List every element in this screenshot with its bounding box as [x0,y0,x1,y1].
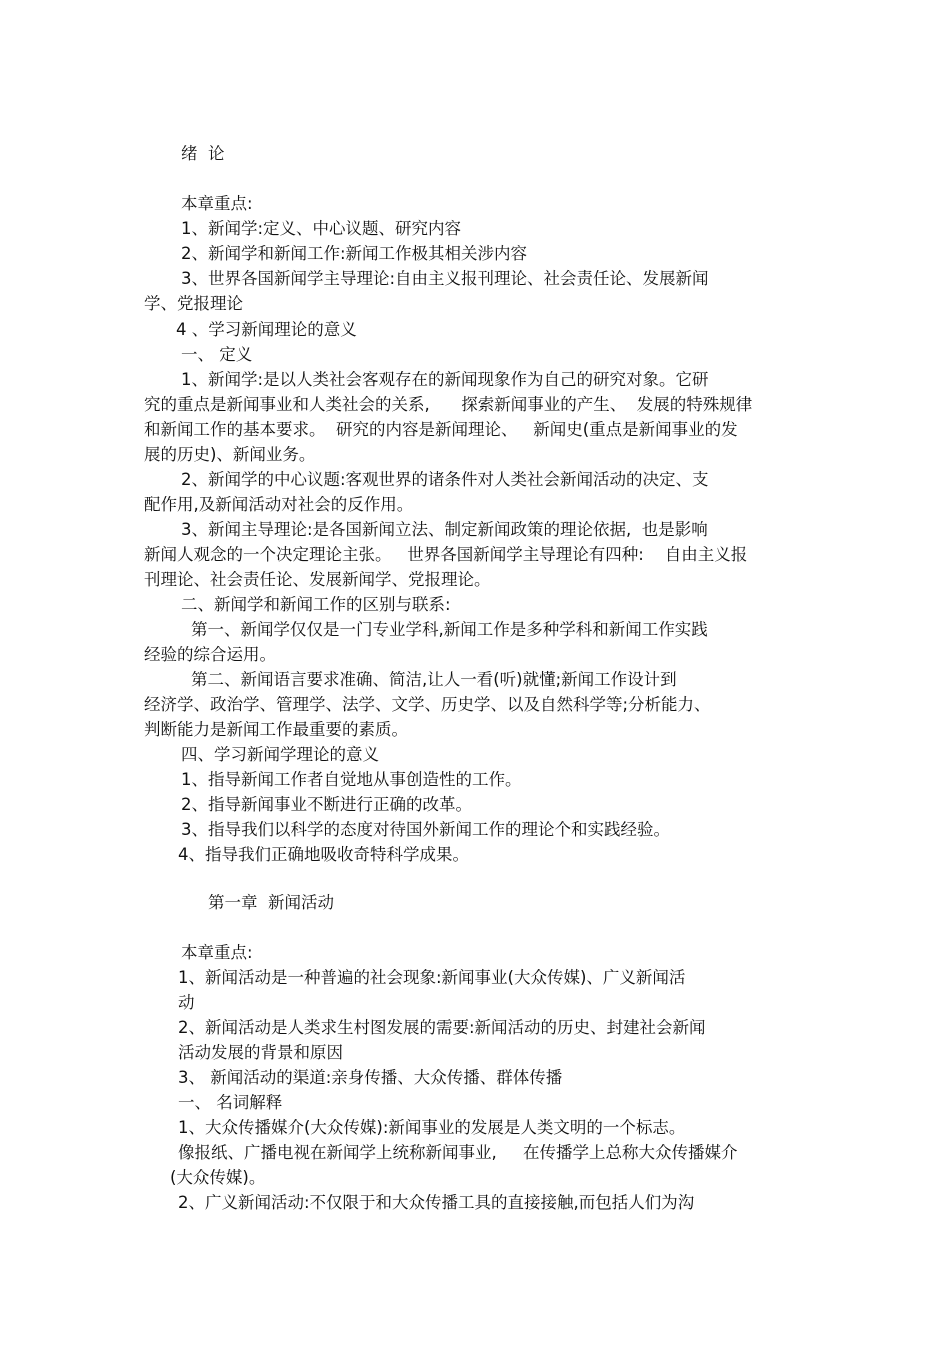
list-item: 4、指导我们正确地吸收奇特科学成果。 [178,845,469,864]
section-heading: 一、 定义 [181,345,253,364]
paragraph-line: 1、大众传播媒介(大众传媒):新闻事业的发展是人类文明的一个标志。 [178,1118,686,1137]
paragraph-line: 配作用,及新闻活动对社会的反作用。 [144,495,414,514]
paragraph-line: 经济学、政治学、管理学、法学、文学、历史学、以及自然科学等;分析能力、 [144,695,711,714]
paragraph-line: 2、新闻学的中心议题:客观世界的诸条件对人类社会新闻活动的决定、支 [181,470,709,489]
paragraph-line: 新闻人观念的一个决定理论主张。 世界各国新闻学主导理论有四种: 自由主义报 [144,545,748,564]
paragraph-line: 刊理论、社会责任论、发展新闻学、党报理论。 [144,570,491,589]
chapter-key-point: 3、 新闻活动的渠道:亲身传播、大众传播、群体传播 [178,1068,563,1087]
chapter-key-point: 动 [178,993,195,1012]
paragraph-line: 判断能力是新闻工作最重要的素质。 [144,720,408,739]
list-item: 2、指导新闻事业不断进行正确的改革。 [181,795,472,814]
chapter-key-points-label: 本章重点: [181,943,253,962]
paragraph-line: 2、广义新闻活动:不仅限于和大众传播工具的直接接触,而包括人们为沟 [178,1193,695,1212]
paragraph-line: 1、新闻学:是以人类社会客观存在的新闻现象作为自己的研究对象。它研 [181,370,709,389]
intro-key-point: 学、党报理论 [144,294,243,313]
paragraph-line: 和新闻工作的基本要求。 研究的内容是新闻理论、 新闻史(重点是新闻事业的发 [144,420,738,439]
chapter-key-point: 活动发展的背景和原因 [178,1043,343,1062]
intro-key-point: 2、新闻学和新闻工作:新闻工作极其相关涉内容 [181,244,528,263]
section-heading: 一、 名词解释 [178,1093,283,1112]
chapter-key-point: 2、新闻活动是人类求生村图发展的需要:新闻活动的历史、封建社会新闻 [178,1018,706,1037]
list-item: 3、指导我们以科学的态度对待国外新闻工作的理论个和实践经验。 [181,820,670,839]
chapter-title: 第一章 新闻活动 [208,893,334,912]
section-heading: 四、学习新闻学理论的意义 [181,745,379,764]
chapter-key-point: 1、新闻活动是一种普遍的社会现象:新闻事业(大众传媒)、广义新闻活 [178,968,686,987]
paragraph-line: 究的重点是新闻事业和人类社会的关系, 探索新闻事业的产生、 发展的特殊规律 [144,395,753,414]
section-heading: 二、新闻学和新闻工作的区别与联系: [181,595,451,614]
paragraph-line: 3、新闻主导理论:是各国新闻立法、制定新闻政策的理论依据, 也是影响 [181,520,708,539]
paragraph-line: 经验的综合运用。 [144,645,276,664]
paragraph-line: 像报纸、广播电视在新闻学上统称新闻事业, 在传播学上总称大众传播媒介 [178,1143,738,1162]
intro-key-point: 1、新闻学:定义、中心议题、研究内容 [181,219,462,238]
intro-key-point: 4 、学习新闻理论的意义 [176,320,357,339]
paragraph-line: 第二、新闻语言要求准确、简洁,让人一看(听)就懂;新闻工作设计到 [191,670,677,689]
paragraph-line: (大众传媒)。 [170,1168,266,1187]
intro-key-point: 3、世界各国新闻学主导理论:自由主义报刊理论、社会责任论、发展新闻 [181,269,709,288]
intro-key-points-label: 本章重点: [181,194,253,213]
list-item: 1、指导新闻工作者自觉地从事创造性的工作。 [181,770,522,789]
intro-title: 绪 论 [181,144,225,163]
paragraph-line: 第一、新闻学仅仅是一门专业学科,新闻工作是多种学科和新闻工作实践 [191,620,708,639]
paragraph-line: 展的历史)、新闻业务。 [144,445,316,464]
